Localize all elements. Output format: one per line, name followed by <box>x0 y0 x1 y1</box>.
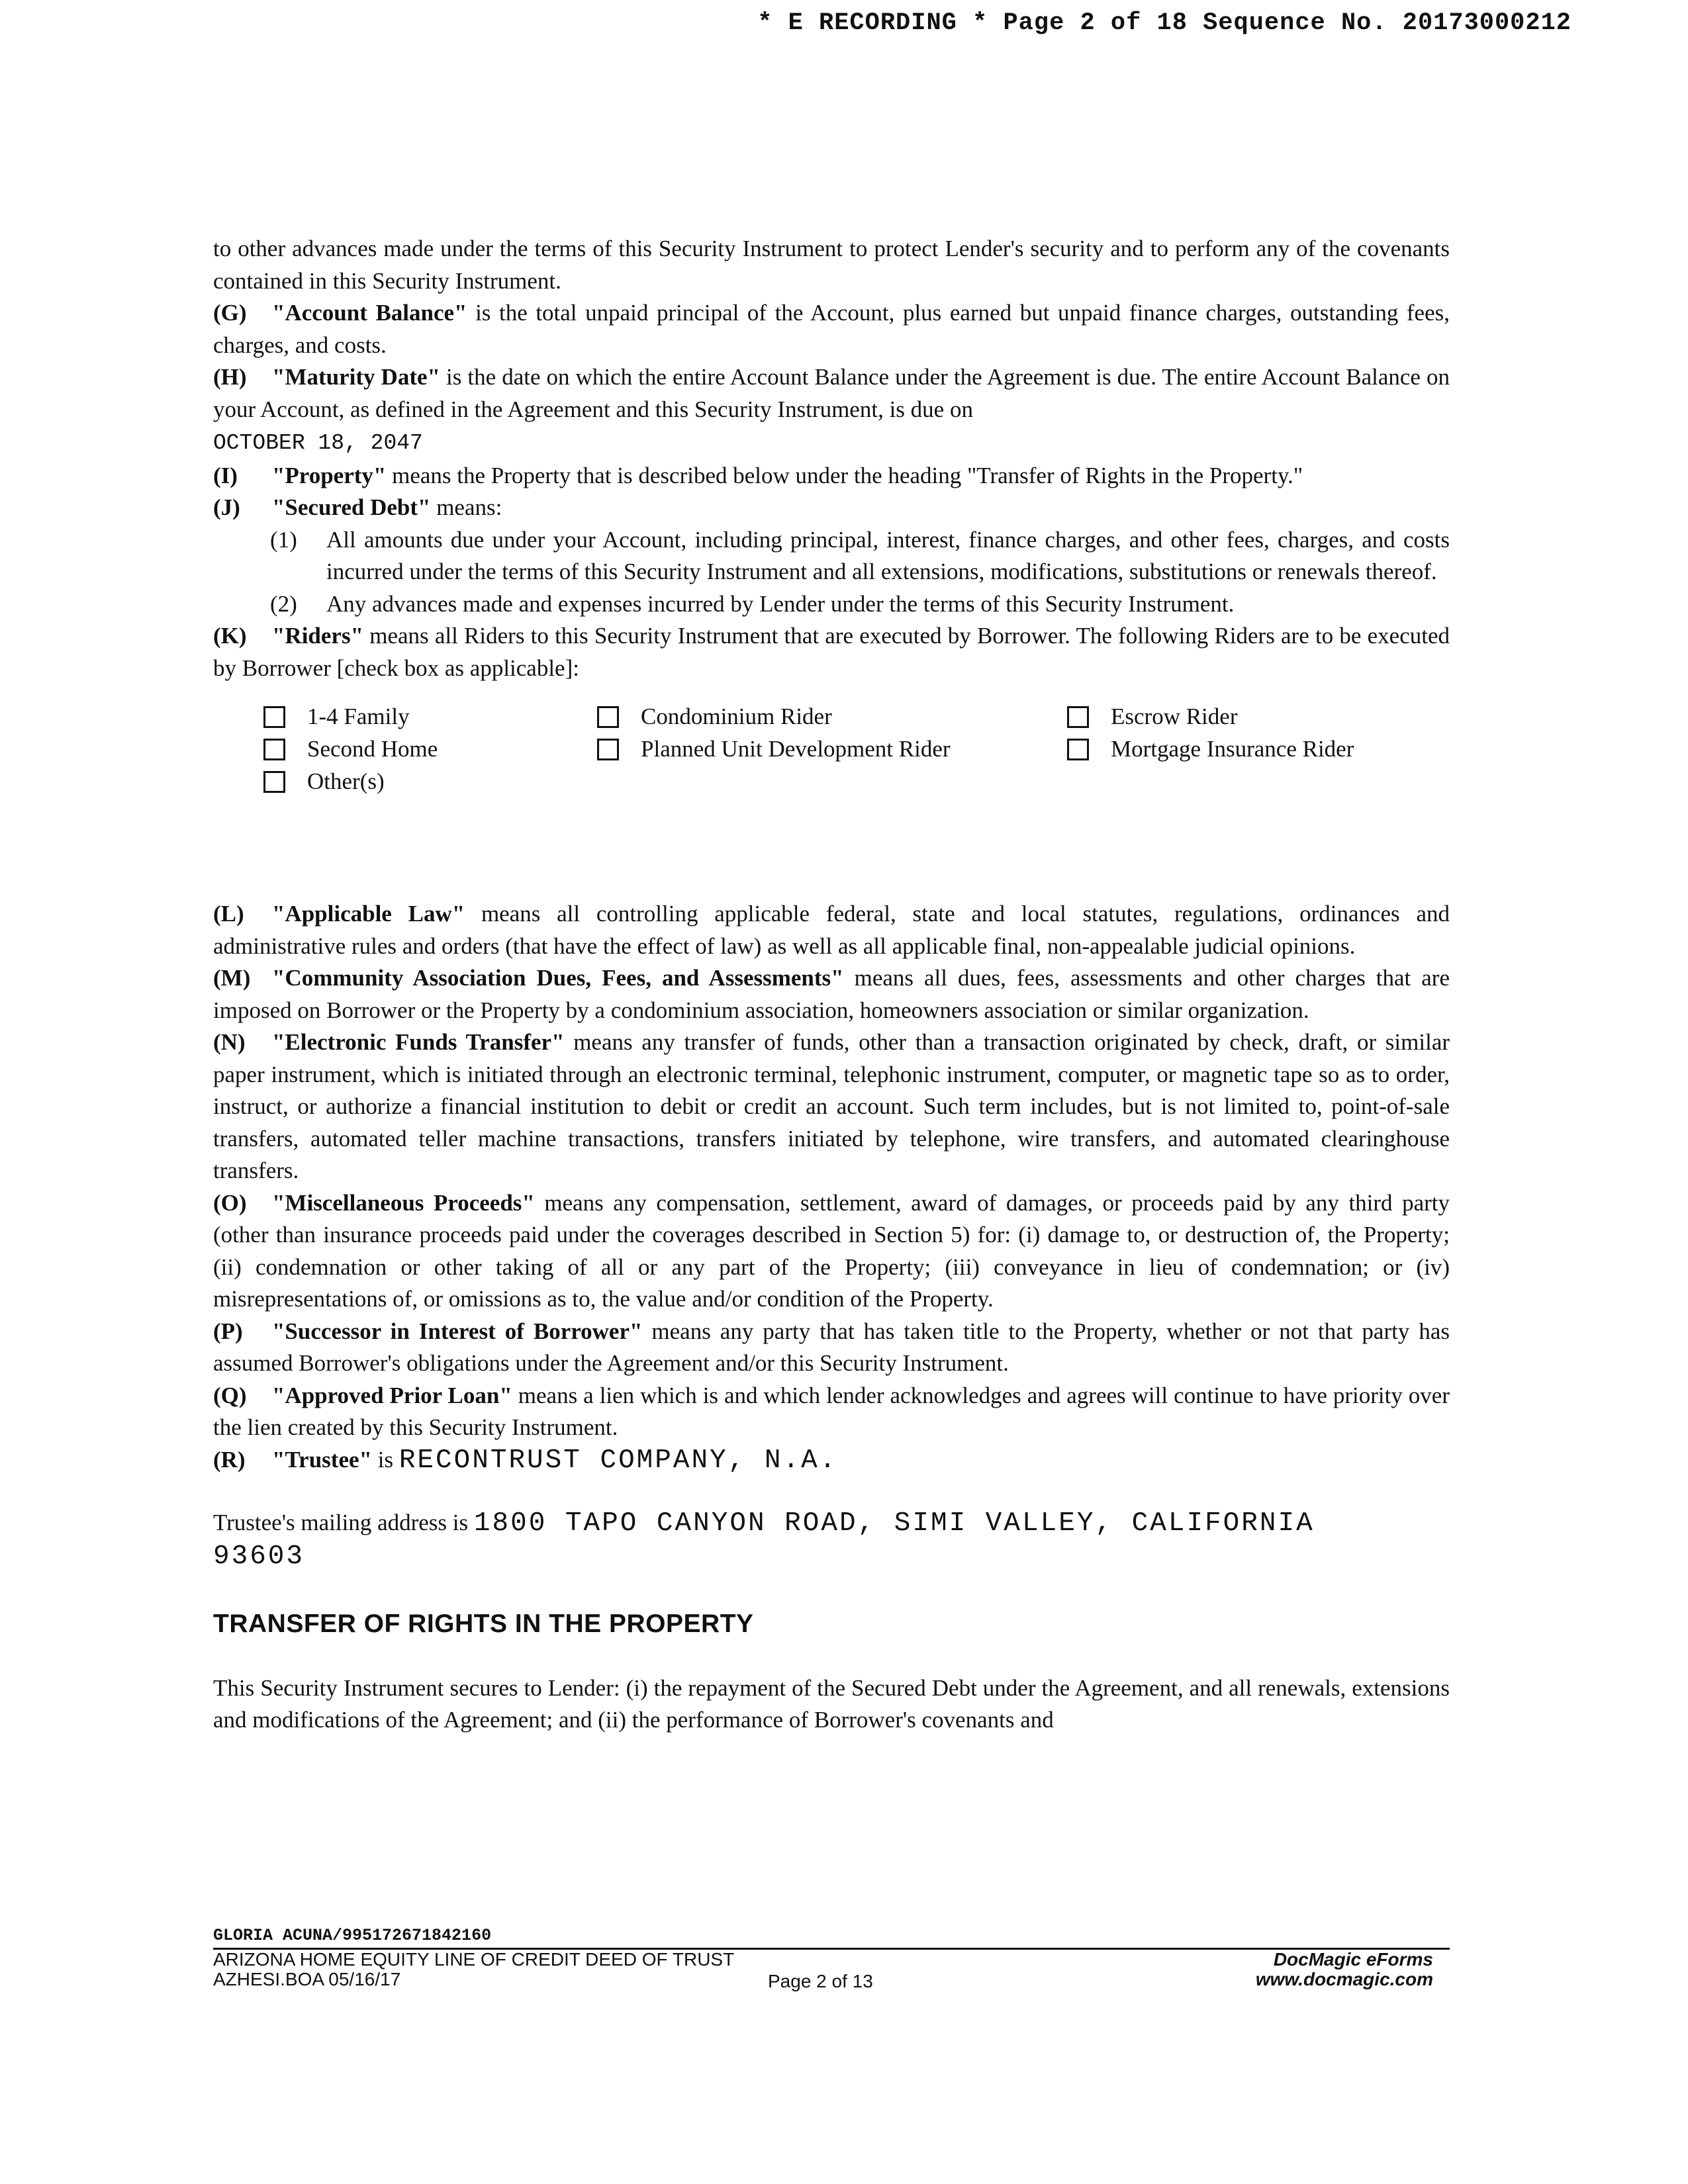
definition-term: "Property" <box>272 462 387 488</box>
rider-option[interactable] <box>597 733 951 766</box>
definition-text: means: <box>430 494 502 520</box>
definition-tag: (N) <box>213 1029 246 1055</box>
definition-tag: (R) <box>213 1446 246 1473</box>
definition-term: "Secured Debt" <box>272 494 431 520</box>
rider-option[interactable] <box>1067 701 1237 733</box>
definition-text: is the date on which the entire Account Balance under the Agreement is due. The entire Account Balance on your Account, as defined in the Agreement and this Security Instrument, is due on <box>213 364 1450 422</box>
rider-label: Second Home <box>307 736 438 762</box>
trustee-name: RECONTRUST COMPANY, N.A. <box>399 1445 838 1476</box>
rider-label: Other(s) <box>307 768 385 794</box>
trustee-address <box>213 1507 1450 1572</box>
section-body: This Security Instrument secures to Lender: (i) the repayment of the Secured Debt under the Agreement, and all renewals, extensions and modifications of the Agreement; and (ii) the performance of Borrower's covenants and <box>213 1674 1450 1733</box>
definition-q <box>213 1380 1450 1444</box>
rider-label: 1-4 Family <box>307 704 410 729</box>
rider-option[interactable] <box>1067 733 1354 766</box>
rider-label: Mortgage Insurance Rider <box>1111 736 1354 762</box>
definition-text: means any party that has taken title to the Property, whether or not that party has assumed Borrower's obligations under the Agreement and/or this Security Instrument. <box>213 1318 1450 1376</box>
definition-tag: (Q) <box>213 1382 247 1408</box>
definition-j <box>213 492 1450 524</box>
definition-p <box>213 1316 1450 1380</box>
definition-term: "Account Balance" <box>272 300 467 326</box>
borrower-loan-id: GLORIA ACUNA/995172671842160 <box>213 1926 492 1945</box>
form-code: AZHESI.BOA 05/16/17 <box>213 1969 401 1989</box>
definition-term: "Miscellaneous Proceeds" <box>272 1189 535 1216</box>
secured-debt-item-1 <box>213 524 1450 588</box>
rider-checkbox[interactable] <box>263 771 285 793</box>
rider-checkbox[interactable] <box>263 706 285 728</box>
rider-checkbox[interactable] <box>597 706 619 728</box>
definition-term: "Trustee" <box>272 1446 372 1473</box>
rider-checkbox[interactable] <box>1067 706 1089 728</box>
page-number: Page 2 of 13 <box>768 1971 873 1991</box>
rider-option[interactable] <box>263 733 438 766</box>
rider-label: Escrow Rider <box>1111 704 1238 729</box>
definition-i <box>213 460 1450 492</box>
rider-option[interactable] <box>263 701 410 733</box>
riders-checklist <box>213 701 1450 800</box>
definition-term: "Riders" <box>272 623 364 649</box>
definition-text: means the Property that is described below under the heading "Transfer of Rights in the Property." <box>386 462 1303 488</box>
definition-text: is <box>371 1446 399 1473</box>
definition-text: means any compensation, settlement, award of damages, or proceeds paid by any third party (other than insurance proceeds paid under the coverages described in Section 5) for: (i) damage to, or destruction of, the Property; (ii) condemnation or other taking of all or any part of the Property; (iii) conveyance in lieu of condemnation; or (iv) misrepresentations of, or omissions as to, the value and/or condition of the Property. <box>213 1189 1450 1312</box>
definition-term: "Approved Prior Loan" <box>272 1382 512 1408</box>
rider-checkbox[interactable] <box>263 739 285 760</box>
item-text: All amounts due under your Account, including principal, interest, finance charges, and other fees, charges, and costs incurred under the terms of this Security Instrument and all extensions, modifications, substitutions or renewals thereof. <box>326 526 1450 584</box>
intro-paragraph: to other advances made under the terms of this Security Instrument to protect Lender's security and to perform any of the covenants contained in this Security Instrument. <box>213 236 1450 294</box>
definition-h <box>213 361 1450 460</box>
trustee-address-label: Trustee's mailing address is <box>213 1510 474 1535</box>
definition-term: "Applicable Law" <box>272 901 465 927</box>
docmagic-logo: DocMagic eForms <box>1273 1949 1433 1970</box>
definition-tag: (K) <box>213 623 247 649</box>
definition-tag: (L) <box>213 901 244 927</box>
item-text: Any advances made and expenses incurred by Lender under the terms of this Security Instrument. <box>326 590 1235 617</box>
trustee-address-line2: 93603 <box>213 1541 305 1572</box>
rider-label: Condominium Rider <box>641 704 832 729</box>
definition-tag: (M) <box>213 965 251 991</box>
item-number: (1) <box>270 526 297 553</box>
definition-text: means a lien which is and which lender acknowledges and agrees will continue to have priority over the lien created by this Security Instrument. <box>213 1382 1450 1440</box>
definition-tag: (I) <box>213 462 238 488</box>
definition-g <box>213 297 1450 361</box>
rider-label: Planned Unit Development Rider <box>641 736 951 762</box>
form-title: ARIZONA HOME EQUITY LINE OF CREDIT DEED OF TRUST <box>213 1949 735 1970</box>
definition-tag: (H) <box>213 364 247 390</box>
definition-text: is the total unpaid principal of the Account, plus earned but unpaid finance charges, outstanding fees, charges, and costs. <box>213 300 1450 358</box>
trustee-address-line1: 1800 TAPO CANYON ROAD, SIMI VALLEY, CALIFORNIA <box>473 1508 1315 1539</box>
definition-tag: (P) <box>213 1318 243 1344</box>
item-number: (2) <box>270 590 297 617</box>
docmagic-website: www.docmagic.com <box>1255 1969 1433 1989</box>
footer-brand <box>1256 1950 1450 1989</box>
definition-m <box>213 962 1450 1026</box>
secured-debt-item-2 <box>213 588 1450 621</box>
spacer <box>213 800 1450 898</box>
document-body <box>213 233 1450 1737</box>
spacer <box>213 1477 1450 1507</box>
definition-tag: (G) <box>213 300 247 326</box>
page-footer <box>213 1926 1450 1989</box>
definition-n <box>213 1026 1450 1187</box>
rider-checkbox[interactable] <box>597 739 619 760</box>
definition-text: means all dues, fees, assessments and other charges that are imposed on Borrower or the Property by a condominium association, homeowners association or similar organization. <box>213 965 1450 1023</box>
recording-stamp: * E RECORDING * Page 2 of 18 Sequence No. 20173000212 <box>757 9 1571 37</box>
rider-option[interactable] <box>263 766 385 798</box>
definition-k <box>213 620 1450 684</box>
definition-tag: (J) <box>213 494 240 520</box>
definition-r <box>213 1444 1450 1477</box>
definition-o <box>213 1187 1450 1316</box>
definition-text: means any transfer of funds, other than a transaction originated by check, draft, or similar paper instrument, which is initiated through an electronic terminal, telephonic instrument, computer, or magnetic tape so as to order, instruct, or authorize a financial institution to debit or credit an account. Such term includes, but is not limited to, point-of-sale transfers, automated teller machine transactions, transfers initiated by telephone, wire transfers, and automated clearinghouse transfers. <box>213 1029 1450 1183</box>
rider-checkbox[interactable] <box>1067 739 1089 760</box>
definition-term: "Community Association Dues, Fees, and Assessments" <box>272 965 844 991</box>
definition-text: means all Riders to this Security Instrument that are executed by Borrower. The following Riders are to be executed by Borrower [check box as applicable]: <box>213 623 1450 681</box>
rider-option[interactable] <box>597 701 832 733</box>
footer-form-info <box>213 1950 734 1989</box>
definition-term: "Successor in Interest of Borrower" <box>272 1318 643 1344</box>
definition-text: means all controlling applicable federal, state and local statutes, regulations, ordinances and administrative rules and orders (that have the effect of law) as well as all applicable final, non-appealable judicial opinions. <box>213 901 1450 959</box>
definition-term: "Electronic Funds Transfer" <box>272 1029 565 1055</box>
maturity-date-value: OCTOBER 18, 2047 <box>213 431 423 455</box>
section-heading: TRANSFER OF RIGHTS IN THE PROPERTY <box>213 1610 754 1638</box>
definition-l <box>213 898 1450 962</box>
definition-term: "Maturity Date" <box>272 364 440 390</box>
definition-tag: (O) <box>213 1189 247 1216</box>
